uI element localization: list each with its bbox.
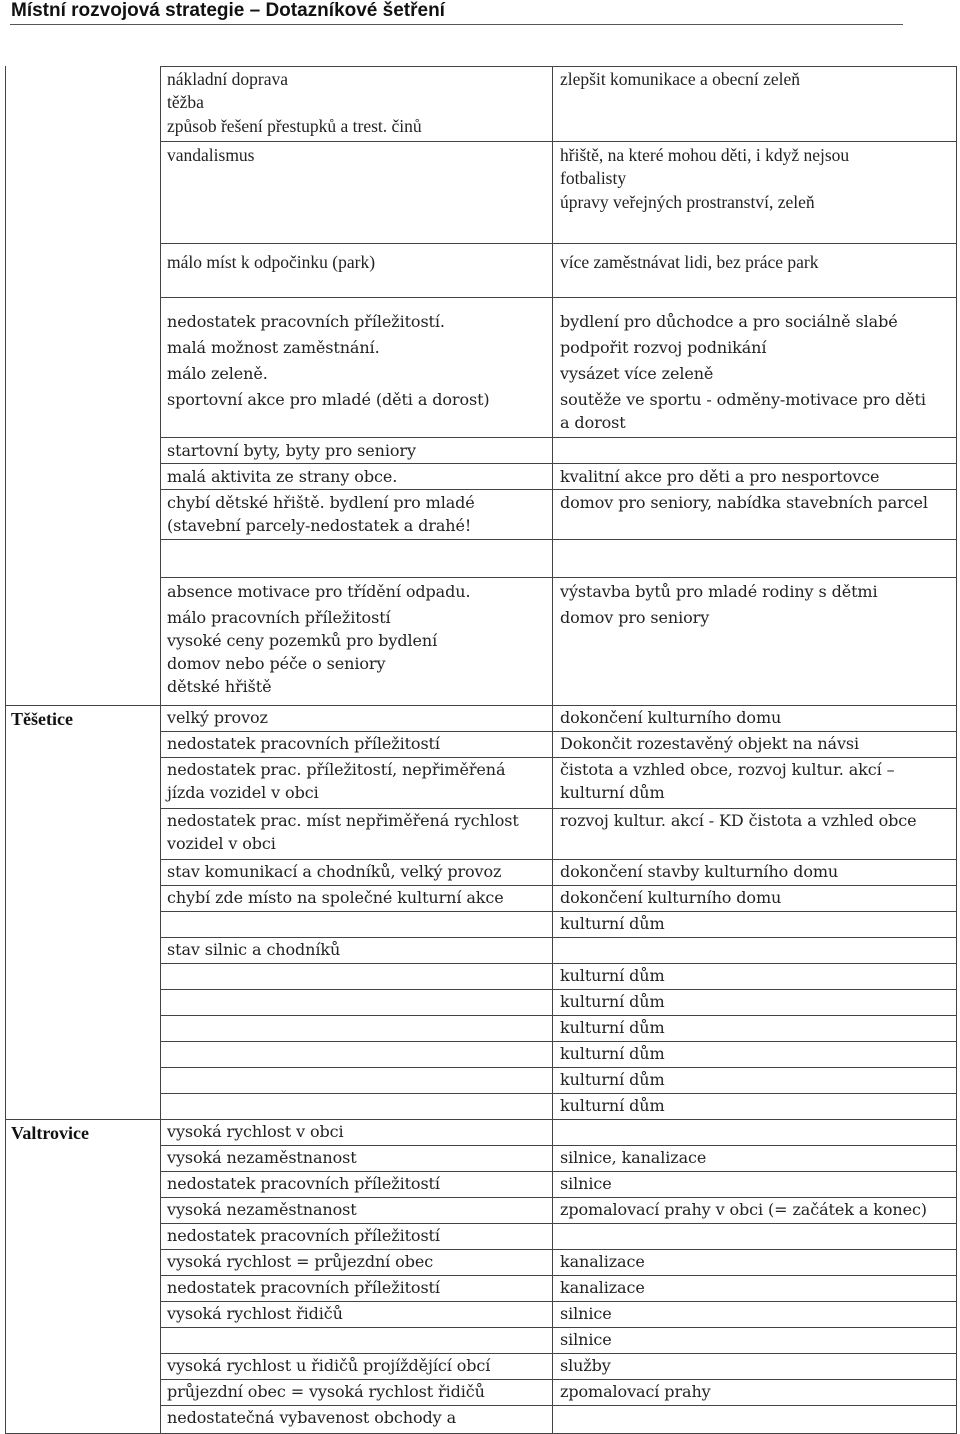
problem-text: vysoká nezaměstnanost <box>167 1148 357 1167</box>
problem-text: jízda vozidel v obci <box>167 783 319 802</box>
row-divider <box>160 297 957 298</box>
proposal-text: kulturní dům <box>560 1070 665 1089</box>
problem-text: nedostatečná vybavenost obchody a <box>167 1408 457 1427</box>
municipality-label: Těšetice <box>11 709 73 729</box>
proposal-text: čistota a vzhled obce, rozvoj kultur. akcí – <box>560 760 895 779</box>
row-divider <box>160 243 957 244</box>
problem-text: nedostatek pracovních příležitostí <box>167 1226 440 1245</box>
proposal-text: hřiště, na které mohou děti, i když nejsou <box>560 145 850 165</box>
proposal-text: zlepšit komunikace a obecní zeleň <box>560 69 801 89</box>
problem-text: chybí dětské hřiště. bydlení pro mladé <box>167 493 475 512</box>
table-border-left <box>5 66 6 1434</box>
problem-text: nedostatek pracovních příležitostí <box>167 734 440 753</box>
proposal-text: kulturní dům <box>560 783 665 802</box>
proposal-text: podpořit rozvoj podnikání <box>560 338 767 357</box>
row-divider <box>160 911 957 912</box>
problem-text: domov nebo péče o seniory <box>167 654 386 673</box>
proposal-text: výstavba bytů pro mladé rodiny s dětmi <box>560 582 878 601</box>
proposal-text: kulturní dům <box>560 966 665 985</box>
proposal-text: kulturní dům <box>560 1096 665 1115</box>
proposal-text: domov pro seniory, nabídka stavebních parcel <box>560 493 928 512</box>
row-divider <box>5 1119 957 1120</box>
proposal-text: úpravy veřejných prostranství, zeleň <box>560 192 815 212</box>
proposal-text: služby <box>560 1356 611 1375</box>
problem-text: nedostatek pracovních příležitostí <box>167 1174 440 1193</box>
row-divider <box>5 705 957 706</box>
proposal-text: domov pro seniory <box>560 608 710 627</box>
problem-text: vozidel v obci <box>167 834 276 853</box>
problem-text: málo pracovních příležitostí <box>167 608 391 627</box>
row-divider <box>160 1327 957 1328</box>
problem-text: málo míst k odpočinku (park) <box>167 252 376 272</box>
proposal-text: kanalizace <box>560 1252 645 1271</box>
problem-text: dětské hřiště <box>167 677 272 696</box>
proposal-text: silnice <box>560 1174 612 1193</box>
problem-text: chybí zde místo na společné kulturní akce <box>167 888 504 907</box>
row-divider <box>160 1015 957 1016</box>
proposal-text: kanalizace <box>560 1278 645 1297</box>
problem-text: vysoká rychlost v obci <box>167 1122 344 1141</box>
proposal-text: kulturní dům <box>560 1018 665 1037</box>
problem-text: vandalismus <box>167 145 255 165</box>
proposal-text: bydlení pro důchodce a pro sociálně slabé <box>560 312 898 331</box>
table-border-right <box>956 66 957 1434</box>
problem-text: absence motivace pro třídění odpadu. <box>167 582 471 601</box>
problem-text: stav komunikací a chodníků, velký provoz <box>167 862 502 881</box>
proposal-text: soutěže ve sportu - odměny-motivace pro děti <box>560 390 926 409</box>
problem-text: způsob řešení přestupků a trest. činů <box>167 116 422 136</box>
problem-text: startovní byty, byty pro seniory <box>167 441 416 460</box>
problem-text: sportovní akce pro mladé (děti a dorost) <box>167 390 490 409</box>
municipality-label: Valtrovice <box>11 1123 89 1143</box>
problem-text: vysoká rychlost řidičů <box>167 1304 343 1323</box>
problem-text: nedostatek prac. míst nepřiměřená rychlost <box>167 811 519 830</box>
proposal-text: fotbalisty <box>560 168 627 188</box>
proposal-text: kulturní dům <box>560 992 665 1011</box>
proposal-text: Dokončit rozestavěný objekt na návsi <box>560 734 860 753</box>
page-title: Místní rozvojová strategie – Dotazníkové šetření <box>11 0 445 21</box>
row-divider <box>160 1041 957 1042</box>
proposal-text: zpomalovací prahy v obci (= začátek a konec) <box>560 1200 927 1219</box>
proposal-text: dokončení stavby kulturního domu <box>560 862 839 881</box>
proposal-text: silnice, kanalizace <box>560 1148 707 1167</box>
proposal-text: více zaměstnávat lidi, bez práce park <box>560 252 819 272</box>
row-divider <box>160 1093 957 1094</box>
row-divider <box>160 539 957 540</box>
proposal-text: silnice <box>560 1330 612 1349</box>
problem-text: nákladní doprava <box>167 69 288 89</box>
row-divider <box>160 963 957 964</box>
problem-text: malá aktivita ze strany obce. <box>167 467 398 486</box>
row-divider <box>160 577 957 578</box>
proposal-text: a dorost <box>560 413 626 432</box>
problem-text: vysoké ceny pozemků pro bydlení <box>167 631 438 650</box>
proposal-text: kvalitní akce pro děti a pro nesportovce <box>560 467 880 486</box>
problem-text: stav silnic a chodníků <box>167 940 341 959</box>
problem-text: (stavební parcely-nedostatek a drahé! <box>167 516 472 535</box>
problem-text: vysoká rychlost u řidičů projíždějící obcí <box>167 1356 491 1375</box>
proposal-text: rozvoj kultur. akcí - KD čistota a vzhled obce <box>560 811 917 830</box>
problem-text: nedostatek pracovních příležitostí <box>167 1278 440 1297</box>
row-divider <box>160 989 957 990</box>
proposal-text: dokončení kulturního domu <box>560 888 782 907</box>
problem-text: nedostatek pracovních příležitostí. <box>167 312 445 331</box>
problem-text: těžba <box>167 92 204 112</box>
proposal-text: zpomalovací prahy <box>560 1382 711 1401</box>
problem-text: nedostatek prac. příležitostí, nepřiměřená <box>167 760 506 779</box>
problem-text: vysoká rychlost = průjezdní obec <box>167 1252 434 1271</box>
table-divider-1 <box>160 66 161 1434</box>
problem-text: průjezdní obec = vysoká rychlost řidičů <box>167 1382 485 1401</box>
proposal-text: silnice <box>560 1304 612 1323</box>
problem-text: velký provoz <box>167 708 268 727</box>
row-divider <box>160 1067 957 1068</box>
problem-text: vysoká nezaměstnanost <box>167 1200 357 1219</box>
problem-text: málo zeleně. <box>167 364 268 383</box>
proposal-text: kulturní dům <box>560 914 665 933</box>
proposal-text: dokončení kulturního domu <box>560 708 782 727</box>
proposal-text: vysázet více zeleně <box>560 364 714 383</box>
problem-text: malá možnost zaměstnání. <box>167 338 380 357</box>
proposal-text: kulturní dům <box>560 1044 665 1063</box>
table-divider-2 <box>552 66 553 1434</box>
